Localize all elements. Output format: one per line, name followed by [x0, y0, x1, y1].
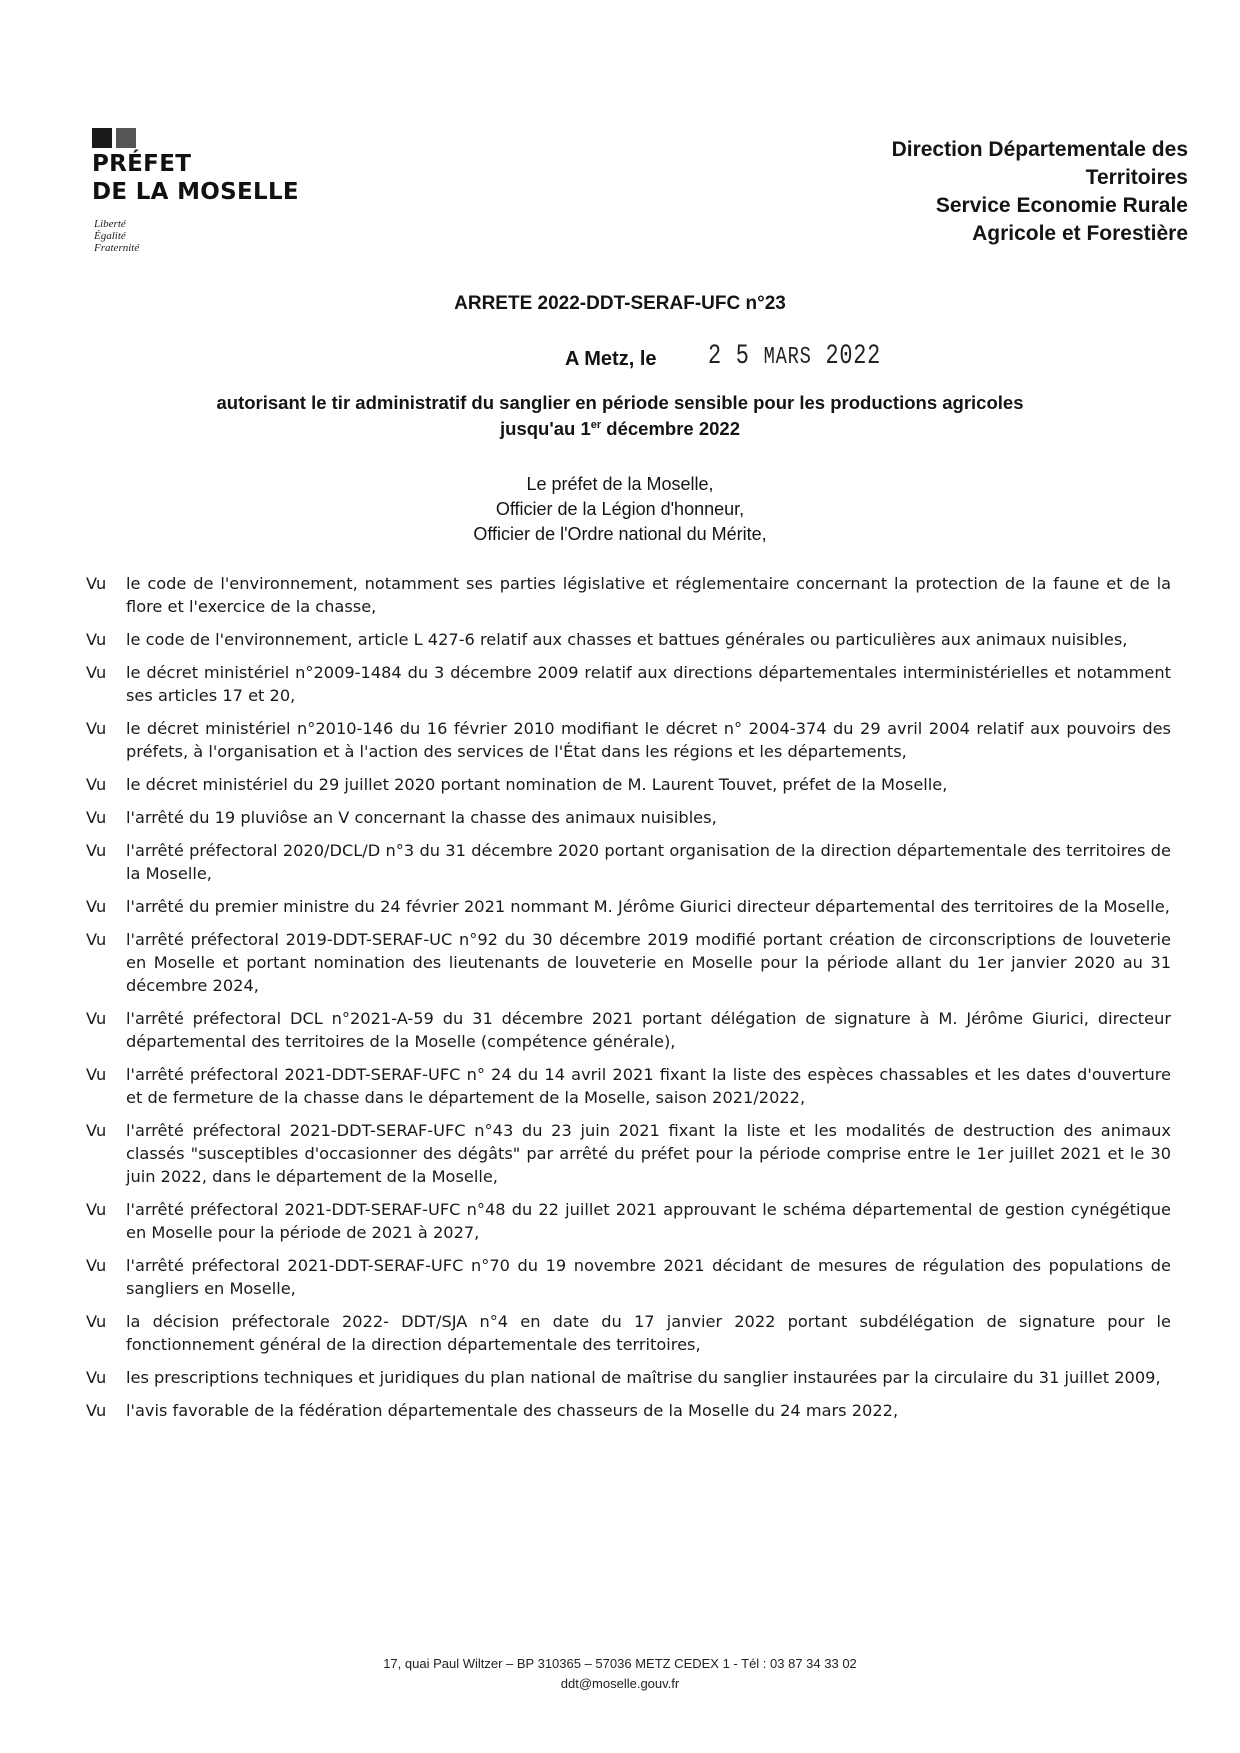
stamp-day: 2 5: [708, 341, 750, 372]
vu-text: le décret ministériel n°2010-146 du 16 février 2010 modifiant le décret n° 2004-374 du 29 avril 2004 relatif aux pouvoirs des préfets, à l'organisation et à l'action des services de l'État dans les régions et les départements,: [126, 719, 1171, 761]
vu-label: Vu: [86, 1368, 107, 1387]
vu-text: le code de l'environnement, notamment ses parties législative et réglementaire concernant la protection de la faune et de la flore et l'exercice de la chasse,: [126, 574, 1171, 616]
considerants-list: [86, 572, 1171, 1432]
prefet-line-2: DE LA MOSELLE: [92, 179, 299, 205]
vu-item: [86, 1254, 1171, 1300]
vu-text: la décision préfectorale 2022- DDT/SJA n°4 en date du 17 janvier 2022 portant subdélégation de signature pour le fonctionnement général de la direction départementale des territoires,: [126, 1312, 1171, 1354]
object-line-1: autorisant le tir administratif du sanglier en période sensible pour les productions agricoles: [216, 392, 1024, 413]
vu-item: [86, 1310, 1171, 1356]
vu-item: [86, 661, 1171, 707]
vu-text: l'arrêté du 19 pluviôse an V concernant la chasse des animaux nuisibles,: [126, 808, 717, 827]
vu-text: les prescriptions techniques et juridiques du plan national de maîtrise du sanglier instaurées par la circulaire du 31 juillet 2009,: [126, 1368, 1161, 1387]
prefet-title-line: Le préfet de la Moselle,: [526, 474, 714, 494]
direction-line: Agricole et Forestière: [972, 222, 1188, 245]
prefet-title-line: Officier de la Légion d'honneur,: [495, 499, 745, 519]
flag-icon: [92, 128, 136, 148]
vu-item: [86, 773, 1171, 796]
vu-item: [86, 572, 1171, 618]
motto-liberte: Liberté: [94, 218, 126, 230]
direction-line: Service Economie Rurale: [935, 194, 1188, 217]
vu-text: l'arrêté du premier ministre du 24 février 2021 nommant M. Jérôme Giurici directeur départemental des territoires de la Moselle,: [126, 897, 1170, 916]
decree-object: [100, 391, 1140, 440]
vu-label: Vu: [86, 897, 107, 916]
place-date-label: A Metz, le: [565, 348, 657, 370]
motto-fraternite: Fraternité: [94, 242, 140, 254]
vu-label: Vu: [86, 663, 107, 682]
vu-item: [86, 928, 1171, 997]
vu-text: le décret ministériel n°2009-1484 du 3 décembre 2009 relatif aux directions départementales interministérielles et notamment ses articles 17 et 20,: [126, 663, 1171, 705]
footer-email: ddt@moselle.gouv.fr: [560, 1676, 680, 1691]
direction-line: Direction Départementale des: [891, 138, 1188, 161]
vu-text: l'arrêté préfectoral 2020/DCL/D n°3 du 31 décembre 2020 portant organisation de la direction départementale des territoires de la Moselle,: [126, 841, 1171, 883]
vu-label: Vu: [86, 841, 107, 860]
vu-label: Vu: [86, 1401, 107, 1420]
prefet-line-1: PRÉFET: [92, 151, 192, 177]
footer: [0, 1654, 1240, 1694]
vu-item: [86, 1063, 1171, 1109]
vu-item: [86, 839, 1171, 885]
issuing-service: [708, 136, 1188, 248]
vu-label: Vu: [86, 775, 107, 794]
vu-item: [86, 1198, 1171, 1244]
prefet-titles: [0, 472, 1240, 547]
vu-item: [86, 1119, 1171, 1188]
vu-label: Vu: [86, 1312, 107, 1331]
vu-item: [86, 895, 1171, 918]
direction-line: Territoires: [1085, 166, 1188, 189]
motto-egalite: Égalité: [94, 230, 126, 242]
vu-label: Vu: [86, 808, 107, 827]
object-line-2: jusqu'au 1er décembre 2022: [500, 418, 740, 440]
marianne-logo: [92, 128, 136, 150]
decree-title: ARRETE 2022-DDT-SERAF-UFC n°23: [454, 293, 786, 314]
vu-text: le décret ministériel du 29 juillet 2020 portant nomination de M. Laurent Touvet, préfet de la Moselle,: [126, 775, 948, 794]
vu-text: l'arrêté préfectoral 2021-DDT-SERAF-UFC n° 24 du 14 avril 2021 fixant la liste des espèces chassables et les dates d'ouverture et de fermeture de la chasse dans le département de la Moselle, saison 2021/2022,: [126, 1065, 1171, 1107]
vu-label: Vu: [86, 930, 107, 949]
vu-text: l'arrêté préfectoral 2019-DDT-SERAF-UC n°92 du 30 décembre 2019 modifié portant création de circonscriptions de louveterie en Moselle et portant nomination des lieutenants de louveterie en Moselle pour la période allant du 1er janvier 2020 au 31 décembre 2024,: [126, 930, 1171, 995]
vu-text: l'avis favorable de la fédération départementale des chasseurs de la Moselle du 24 mars 2022,: [126, 1401, 899, 1420]
vu-label: Vu: [86, 1009, 107, 1028]
vu-text: l'arrêté préfectoral DCL n°2021-A-59 du 31 décembre 2021 portant délégation de signature à M. Jérôme Giurici, directeur départemental des territoires de la Moselle (compétence générale),: [126, 1009, 1171, 1051]
vu-item: [86, 628, 1171, 651]
vu-label: Vu: [86, 630, 107, 649]
vu-text: l'arrêté préfectoral 2021-DDT-SERAF-UFC n°70 du 19 novembre 2021 décidant de mesures de régulation des populations de sangliers en Moselle,: [126, 1256, 1171, 1298]
vu-item: [86, 1007, 1171, 1053]
prefet-title-line: Officier de l'Ordre national du Mérite,: [473, 524, 767, 544]
vu-label: Vu: [86, 1065, 107, 1084]
republic-motto: [94, 218, 139, 254]
vu-label: Vu: [86, 1200, 107, 1219]
vu-label: Vu: [86, 1256, 107, 1275]
vu-item: [86, 1399, 1171, 1422]
vu-item: [86, 717, 1171, 763]
vu-label: Vu: [86, 719, 107, 738]
date-stamp: [708, 341, 881, 372]
vu-text: l'arrêté préfectoral 2021-DDT-SERAF-UFC n°43 du 23 juin 2021 fixant la liste et les modalités de destruction des animaux classés "susceptibles d'occasionner des dégâts" par arrêté du préfet pour la période comprise entre le 1er juillet 2021 et le 30 juin 2022, dans le département de la Moselle,: [126, 1121, 1171, 1186]
prefet-logo-text: [92, 150, 299, 206]
vu-label: Vu: [86, 574, 107, 593]
footer-address: 17, quai Paul Wiltzer – BP 310365 – 57036 METZ CEDEX 1 - Tél : 03 87 34 33 02: [383, 1656, 857, 1671]
stamp-year: 2022: [825, 341, 882, 372]
vu-text: l'arrêté préfectoral 2021-DDT-SERAF-UFC n°48 du 22 juillet 2021 approuvant le schéma départemental de gestion cynégétique en Moselle pour la période de 2021 à 2027,: [126, 1200, 1171, 1242]
vu-item: [86, 1366, 1171, 1389]
stamp-month: MARS: [763, 344, 812, 371]
vu-text: le code de l'environnement, article L 427-6 relatif aux chasses et battues générales ou particulières aux animaux nuisibles,: [126, 630, 1128, 649]
vu-item: [86, 806, 1171, 829]
vu-label: Vu: [86, 1121, 107, 1140]
